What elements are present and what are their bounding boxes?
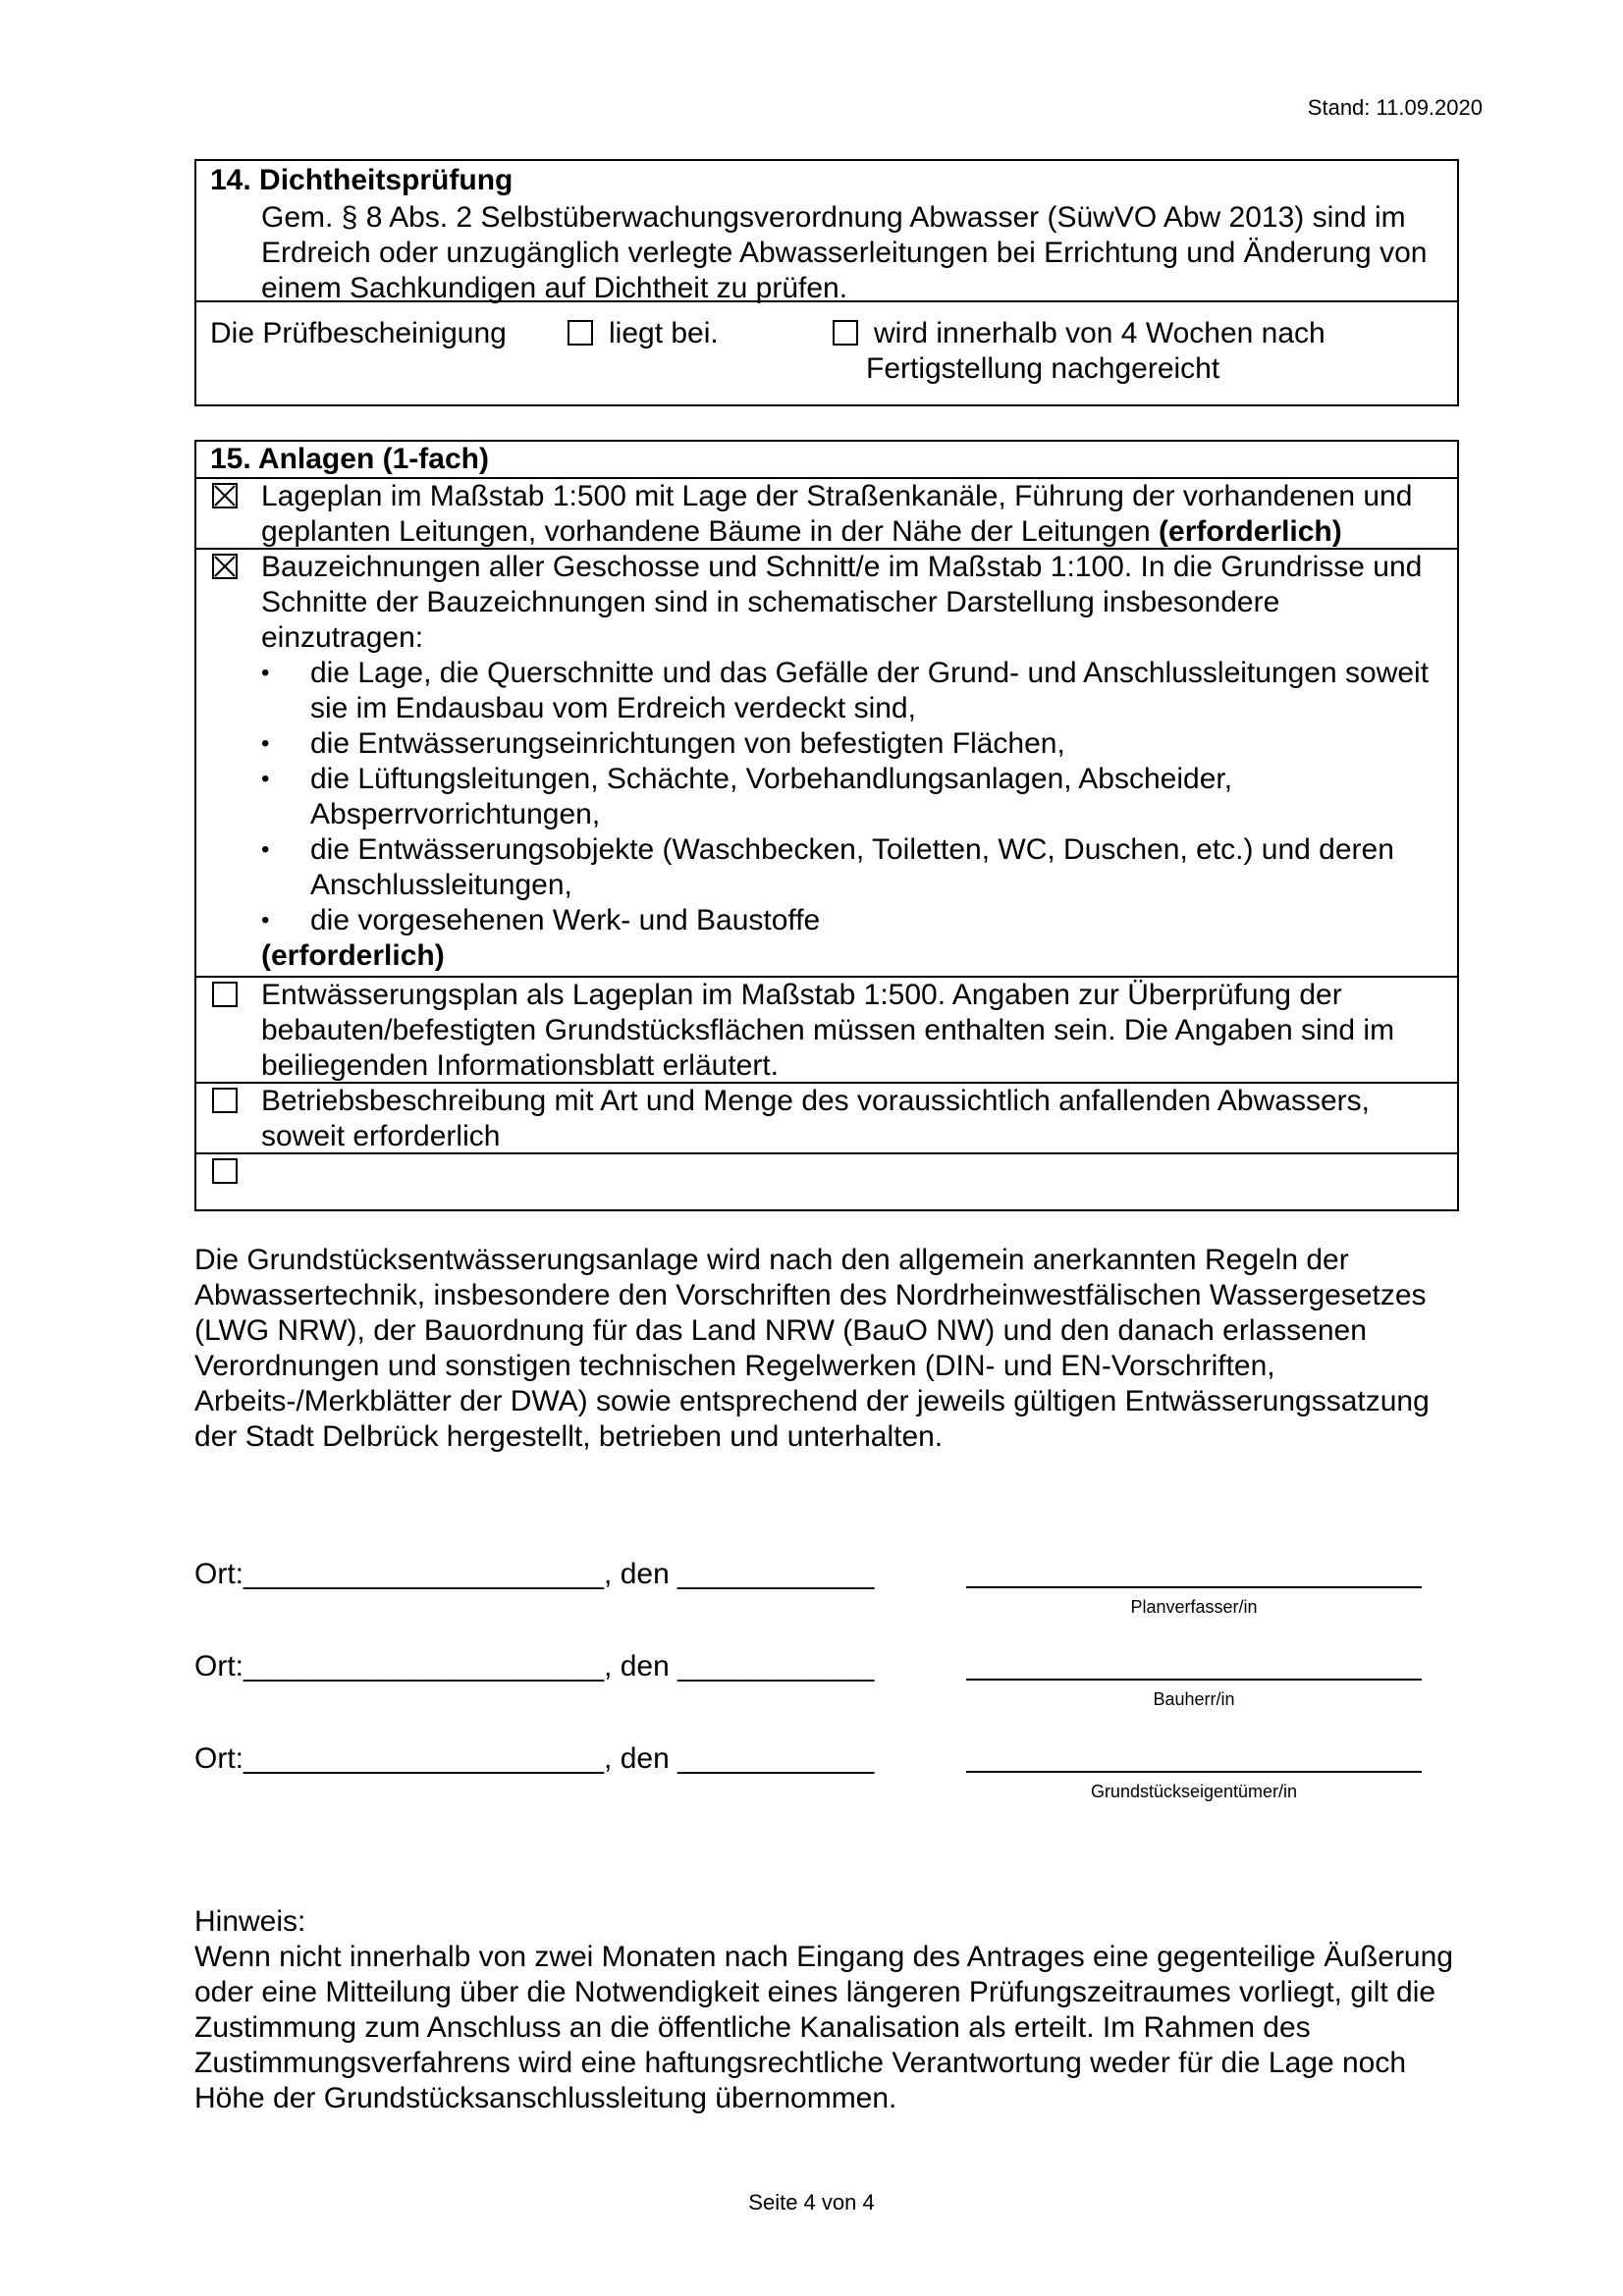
list-item: • die Lage, die Querschnitte und das Gefälle der Grund- und Anschlussleitungen soweit sie im Endausbau vom Erdreich verdeckt sind, (261, 656, 1439, 726)
section-14-text: Gem. § 8 Abs. 2 Selbstüberwachungsverordnung Abwasser (SüwVO Abw 2013) sind im Erdreich oder unzugänglich verlegte Abwasserleitungen bei Errichtung und Änderung von einem Sachkundigen auf Dichtheit zu prüfen. (261, 201, 1428, 304)
legal-paragraph: Die Grundstücksentwässerungsanlage wird nach den allgemein anerkannten Regeln der Abwassertechnik, insbesondere den Vorschriften des Nordrheinwestfälischen Wassergesetzes (LWG NRW), der Bauordnung für das Land NRW (BauO NW) und den danach erlassenen Verordnungen und sonstigen technischen Regelwerken (DIN- und EN-Vorschriften, Arbeits-/Merkblätter der DWA) sowie entsprechend der jeweils gültigen Entwässerungssatzung der Stadt Delbrück hergestellt, betrieben und unterhalten. (194, 1244, 1430, 1453)
section-14-header-row (196, 161, 1457, 302)
certificate-attached-label: liegt bei. (609, 317, 719, 349)
drawings-text: Bauzeichnungen aller Geschosse und Schnitt/e im Maßstab 1:100. In die Grundrisse und Schnitte der Bauzeichnungen sind in schematischer Darstellung insbesondere einzutragen: (261, 551, 1423, 654)
empty-attachment-checkbox[interactable] (212, 1158, 238, 1184)
signature-caption: Grundstückseigentümer/in (1090, 1782, 1298, 1801)
revision-date: Stand: 11.09.2020 (1307, 95, 1483, 120)
signature-line[interactable] (966, 1679, 1422, 1681)
checked-x-icon (214, 485, 236, 507)
signature-row-planner (194, 1557, 1471, 1626)
attachment-drainage-plan-row (196, 978, 1457, 1084)
drainage-plan-checkbox[interactable] (212, 982, 238, 1007)
hinweis-label: Hinweis: (194, 1905, 306, 1938)
attachment-operation-description-row (196, 1084, 1457, 1154)
list-item: • die Lüftungsleitungen, Schächte, Vorbehandlungsanlagen, Abscheider, Absperrvorrichtungen, (261, 762, 1439, 832)
list-item: • die Entwässerungsobjekte (Waschbecken, Toiletten, WC, Duschen, etc.) und deren Anschlussleitungen, (261, 832, 1439, 903)
place-date-line[interactable]: Ort:______________________, den ____________ (194, 1742, 875, 1775)
signature-row-builder (194, 1649, 1471, 1718)
signature-caption: Bauherr/in (1153, 1689, 1235, 1709)
site-plan-checkbox[interactable] (212, 483, 238, 508)
site-plan-required: (erforderlich) (1159, 515, 1342, 548)
certificate-later-label-2: Fertigstellung nachgereicht (866, 352, 1220, 385)
drawings-required: (erforderlich) (261, 939, 445, 972)
signature-line[interactable] (966, 1771, 1422, 1773)
list-item: • die Entwässerungseinrichtungen von befestigten Flächen, (261, 726, 1439, 762)
drawings-checkbox[interactable] (212, 554, 238, 579)
operation-description-text: Betriebsbeschreibung mit Art und Menge des voraussichtlich anfallenden Abwassers, soweit erforderlich (261, 1085, 1370, 1152)
certificate-label: Die Prüfbescheinigung (210, 317, 507, 349)
signature-row-owner (194, 1741, 1471, 1810)
section-14-title: 14. Dichtheitsprüfung (210, 164, 514, 196)
list-item: • die vorgesehenen Werk- und Baustoffe (261, 903, 1439, 938)
section-14-table (194, 159, 1459, 406)
operation-description-checkbox[interactable] (212, 1088, 238, 1113)
certificate-later-label-1: wird innerhalb von 4 Wochen nach (874, 317, 1325, 349)
site-plan-text: Lageplan im Maßstab 1:500 mit Lage der Straßenkanäle, Führung der vorhandenen und geplanten Leitungen, vorhandene Bäume in der Nähe der Leitungen (261, 480, 1413, 548)
section-15-table (194, 440, 1459, 1211)
page-number: Seite 4 von 4 (748, 2190, 875, 2215)
attachment-empty-row (196, 1154, 1457, 1209)
checked-x-icon (214, 556, 236, 577)
certificate-row (196, 302, 1457, 404)
place-date-line[interactable]: Ort:______________________, den ____________ (194, 1558, 875, 1590)
hinweis-text: Wenn nicht innerhalb von zwei Monaten nach Eingang des Antrages eine gegenteilige Äußerung oder eine Mitteilung über die Notwendigkeit eines längeren Prüfungszeitraumes vorliegt, gilt die Zustimmung zum Anschluss an die öffentliche Kanalisation als erteilt. Im Rahmen des Zustimmungsverfahrens wird eine haftungsrechtliche Verantwortung weder für die Lage noch Höhe der Grundstücksanschlussleitung übernommen. (194, 1941, 1453, 2114)
signature-line[interactable] (966, 1586, 1422, 1588)
certificate-later-checkbox[interactable] (833, 320, 858, 346)
drainage-plan-text: Entwässerungsplan als Lageplan im Maßstab 1:500. Angaben zur Überprüfung der bebauten/befestigten Grundstücksflächen müssen enthalten sein. Die Angaben sind im beiliegenden Informationsblatt erläutert. (261, 979, 1395, 1082)
attachment-drawings-row (196, 550, 1457, 978)
certificate-attached-checkbox[interactable] (568, 320, 593, 346)
attachment-site-plan-row (196, 479, 1457, 550)
section-15-title: 15. Anlagen (1-fach) (196, 442, 1457, 479)
drawings-bullet-list (261, 656, 1439, 938)
place-date-line[interactable]: Ort:______________________, den ____________ (194, 1650, 875, 1682)
signature-caption: Planverfasser/in (1130, 1597, 1258, 1617)
